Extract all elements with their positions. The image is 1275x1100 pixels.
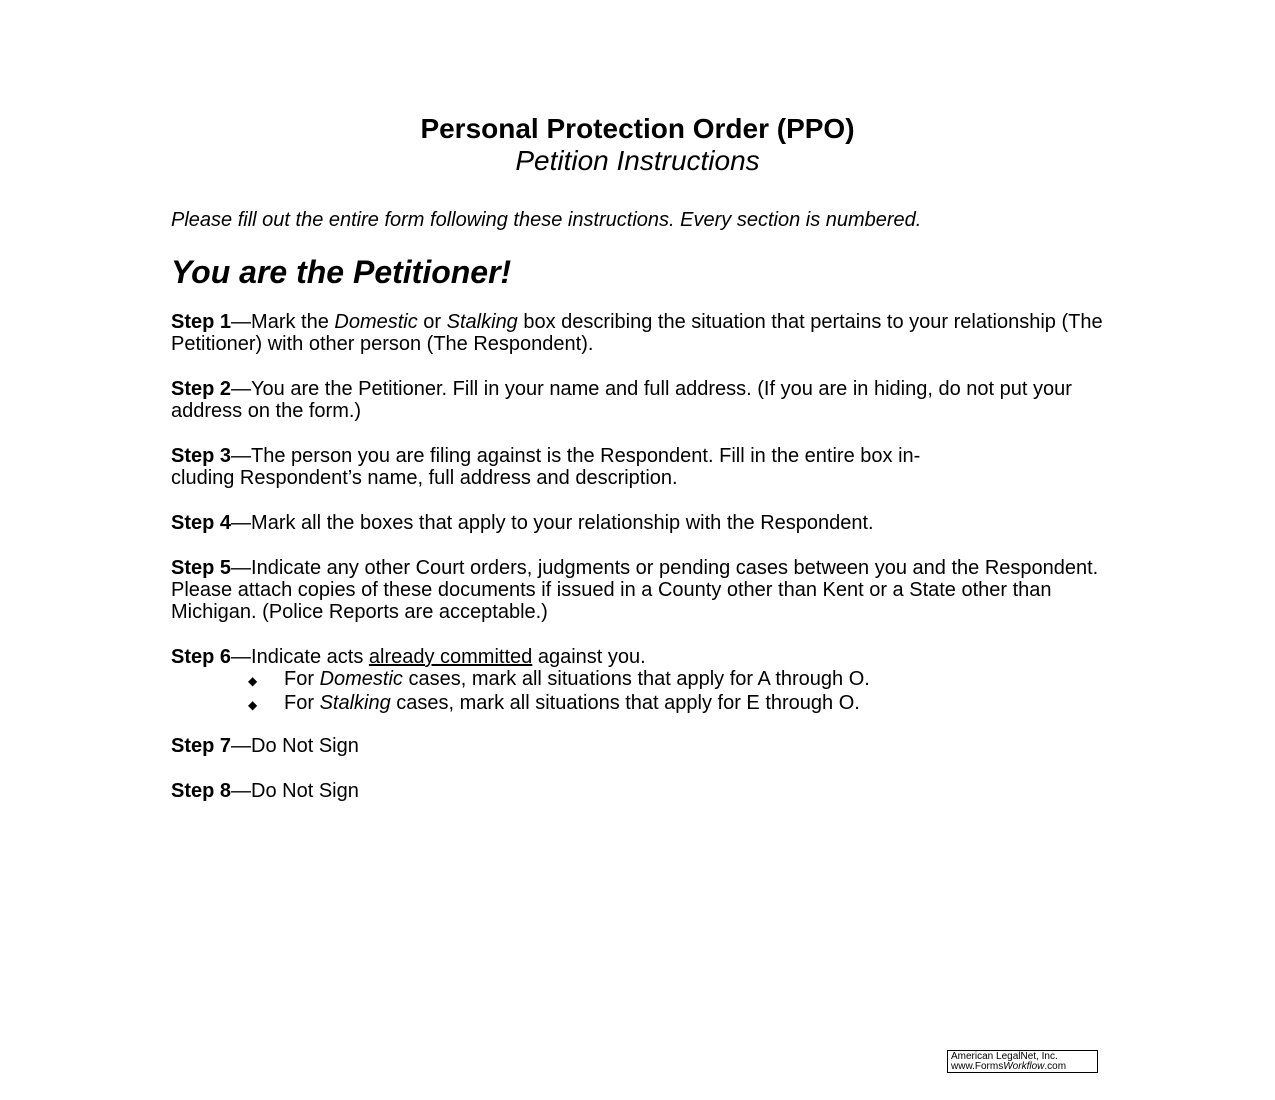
step-2-label: Step 2	[171, 378, 232, 400]
step-1-label: Step 1	[171, 311, 232, 333]
step-5-dash: —	[231, 557, 252, 579]
publisher-name: American LegalNet, Inc.	[951, 1051, 1058, 1062]
step-6-bullet-list	[246, 668, 1106, 716]
bullet-2-post: cases, mark all situations that apply for E through O.	[390, 692, 860, 714]
document-subtitle: Petition Instructions	[515, 145, 760, 176]
step-1-text-a: Mark the	[251, 311, 335, 333]
step-4-label: Step 4	[171, 512, 232, 534]
publisher-url-post: .com	[1044, 1061, 1067, 1072]
step-3-line-1: The person you are filing against is the Respondent. Fill in the entire box in-	[251, 445, 921, 467]
step-7-text: Do Not Sign	[251, 735, 359, 757]
list-item	[246, 668, 1106, 692]
step-5-label: Step 5	[171, 557, 232, 579]
step-1-domestic: Domestic	[334, 311, 418, 333]
step-6-dash: —	[231, 646, 252, 668]
step-1-text-c: box describing the situation that pertains to your relationship (The Petitioner) with other person (The Respondent).	[171, 311, 1103, 355]
step-3	[171, 445, 1106, 489]
bullet-1-domestic: Domestic	[319, 668, 403, 690]
step-8-text: Do Not Sign	[251, 780, 359, 802]
step-7-dash: —	[231, 735, 252, 757]
bullet-2-stalking: Stalking	[319, 692, 391, 714]
diamond-bullet-icon: ◆	[248, 698, 258, 712]
step-3-label: Step 3	[171, 445, 232, 467]
step-1	[171, 311, 1106, 355]
publisher-url	[951, 1062, 1094, 1072]
publisher-url-em: Workflow	[1003, 1061, 1045, 1072]
step-4	[171, 512, 1106, 534]
step-1-text-b: or	[417, 311, 447, 333]
diamond-bullet-icon: ◆	[248, 674, 258, 688]
petitioner-headline: You are the Petitioner!	[171, 254, 512, 290]
step-5-text: Indicate any other Court orders, judgments or pending cases between you and the Respondent. Please attach copies of these documents if issued in a County other than Kent or a State other than Michigan. (Police Reports are acceptable.)	[171, 557, 1099, 623]
step-6-text-b: against you.	[532, 646, 646, 668]
bullet-text	[284, 692, 860, 714]
bullet-2-pre: For	[284, 692, 320, 714]
list-item	[246, 692, 1106, 716]
step-8-label: Step 8	[171, 780, 232, 802]
step-4-text: Mark all the boxes that apply to your relationship with the Respondent.	[251, 512, 874, 534]
intro-text: Please fill out the entire form following these instructions. Every section is numbered.	[171, 209, 922, 231]
publisher-url-pre: www.Forms	[951, 1061, 1004, 1072]
bullet-1-post: cases, mark all situations that apply for A through O.	[402, 668, 870, 690]
step-5	[171, 557, 1106, 623]
step-7-label: Step 7	[171, 735, 232, 757]
document-title: Personal Protection Order (PPO)	[420, 113, 855, 144]
step-6-label: Step 6	[171, 646, 232, 668]
step-8-dash: —	[231, 780, 252, 802]
step-1-stalking: Stalking	[446, 311, 518, 333]
publisher-attribution	[947, 1050, 1098, 1073]
step-7	[171, 735, 1106, 757]
step-8	[171, 780, 1106, 802]
step-4-dash: —	[231, 512, 252, 534]
step-2	[171, 378, 1106, 422]
step-2-text: You are the Petitioner. Fill in your name and full address. (If you are in hiding, do not put your address on the form.)	[171, 378, 1072, 422]
step-6-text-a: Indicate acts	[251, 646, 369, 668]
step-3-dash: —	[231, 445, 252, 467]
bullet-text	[284, 668, 870, 690]
step-2-dash: —	[231, 378, 252, 400]
step-3-line-2: cluding Respondent’s name, full address and description.	[171, 467, 678, 489]
step-1-dash: —	[231, 311, 252, 333]
bullet-1-pre: For	[284, 668, 320, 690]
step-6-underlined-text: already committed	[368, 646, 533, 668]
step-6	[171, 646, 1106, 668]
